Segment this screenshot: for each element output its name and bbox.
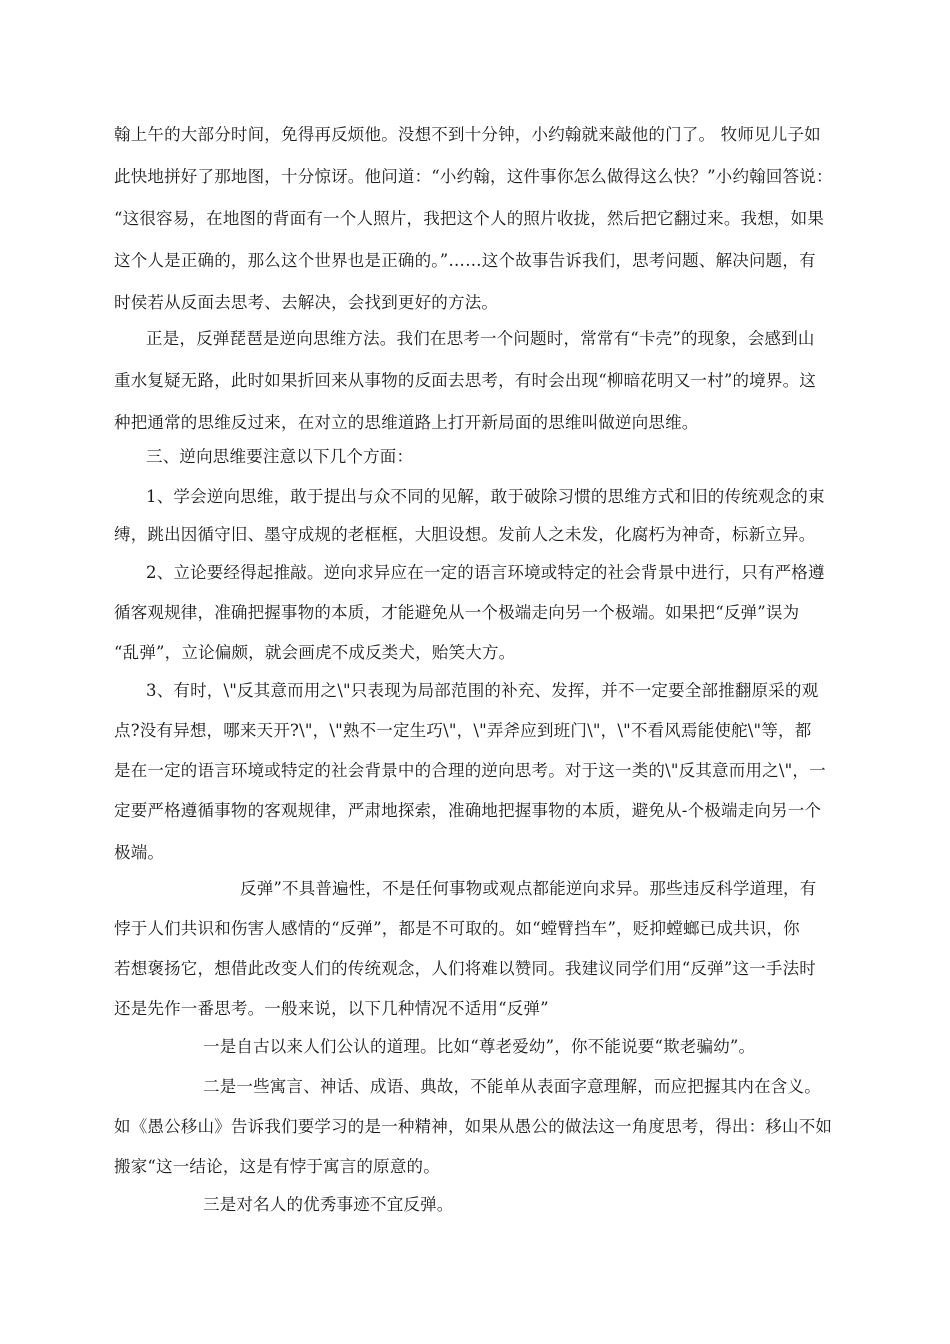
text-line: 反弹”不具普遍性，不是任何事物或观点都能逆向求异。那些违反科学道理，有 <box>240 879 817 898</box>
text-line: 重水复疑无路，此时如果折回来从事物的反面去思考，有时会出现“柳暗花明又一村”的境界。这 <box>114 371 816 390</box>
text-line: 若想褒扬它，想借此改变人们的传统观念，人们将难以赞同。我建议同学们用“反弹”这一手法时 <box>114 959 816 978</box>
text-line: 2、立论要经得起推敲。逆向求异应在一定的语言环境或特定的社会背景中进行，只有严格遵 <box>146 563 825 582</box>
text-line: 还是先作一番思考。一般来说，以下几种情况不适用“反弹” <box>114 999 549 1018</box>
text-line: 是在一定的语言环境或特定的社会背景中的合理的逆向思考。对于这一类的\"反其意而用之\"，一 <box>114 761 826 780</box>
text-line: “乱弹”，立论偏颇，就会画虎不成反类犬，贻笑大方。 <box>114 643 516 662</box>
text-line: 三是对名人的优秀事迹不宜反弹。 <box>203 1195 454 1214</box>
text-line: 此快地拼好了那地图，十分惊讶。他问道：“小约翰，这件事你怎么做得这么快？”小约翰回答说： <box>114 167 833 186</box>
section-heading: 三、逆向思维要注意以下几个方面： <box>146 447 414 466</box>
text-line: 种把通常的思维反过来，在对立的思维道路上打开新局面的思维叫做逆向思维。 <box>114 413 699 432</box>
text-line: “这很容易，在地图的背面有一个人照片，我把这个人的照片收拢，然后把它翻过来。我想，如果 <box>114 209 825 228</box>
text-line: 搬家“这一结论，这是有悖于寓言的原意的。 <box>114 1157 440 1176</box>
text-line: 正是，反弹琵琶是逆向思维方法。我们在思考一个问题时，常常有“卡壳”的现象，会感到山 <box>146 329 815 348</box>
text-line: 这个人是正确的，那么这个世界也是正确的。”……这个故事告诉我们，思考问题、解决问题，有 <box>114 251 816 270</box>
text-line: 一是自古以来人们公认的道理。比如“尊老爱幼”，你不能说要“欺老骗幼”。 <box>203 1037 756 1056</box>
text-line: 定要严格遵循事物的客观规律，严肃地探索，准确地把握事物的本质，避免从-个极端走向另一个 <box>114 801 822 820</box>
text-line: 如《愚公移山》告诉我们要学习的是一种精神，如果从愚公的做法这一角度思考，得出：移山不如 <box>114 1117 833 1136</box>
text-line: 翰上午的大部分时间，免得再反烦他。没想不到十分钟，小约翰就来敲他的门了。 牧师见儿子如 <box>114 125 821 144</box>
text-line: 时侯若从反面去思考、去解决，会找到更好的方法。 <box>114 293 499 312</box>
text-line: 悖于人们共识和伤害人感情的“反弹”，都是不可取的。如“螳臂挡车”，贬抑螳螂已成共识，你 <box>114 919 800 938</box>
text-line: 3、有时，\"反其意而用之\"只表现为局部范围的补充、发挥，并不一定要全部推翻原采的观 <box>146 681 819 700</box>
text-line: 二是一些寓言、神话、成语、典故，不能单从表面字意理解，而应把握其内在含义。 <box>203 1077 821 1096</box>
text-line: 1、学会逆向思维，敢于提出与众不同的见解，敢于破除习惯的思维方式和旧的传统观念的束 <box>146 487 825 506</box>
text-line: 点?没有异想，哪来天开?\"，\"熟不一定生巧\"，\"弄斧应到班门\"，\"不看风焉能使舵\"等，都 <box>114 721 812 740</box>
text-line: 缚，跳出因循守旧、墨守成规的老框框，大胆设想。发前人之未发，化腐朽为神奇，标新立异。 <box>114 525 816 544</box>
text-line: 极端。 <box>114 843 165 862</box>
text-line: 循客观规律，准确把握事物的本质，才能避免从一个极端走向另一个极端。如果把“反弹”误为 <box>114 603 800 622</box>
